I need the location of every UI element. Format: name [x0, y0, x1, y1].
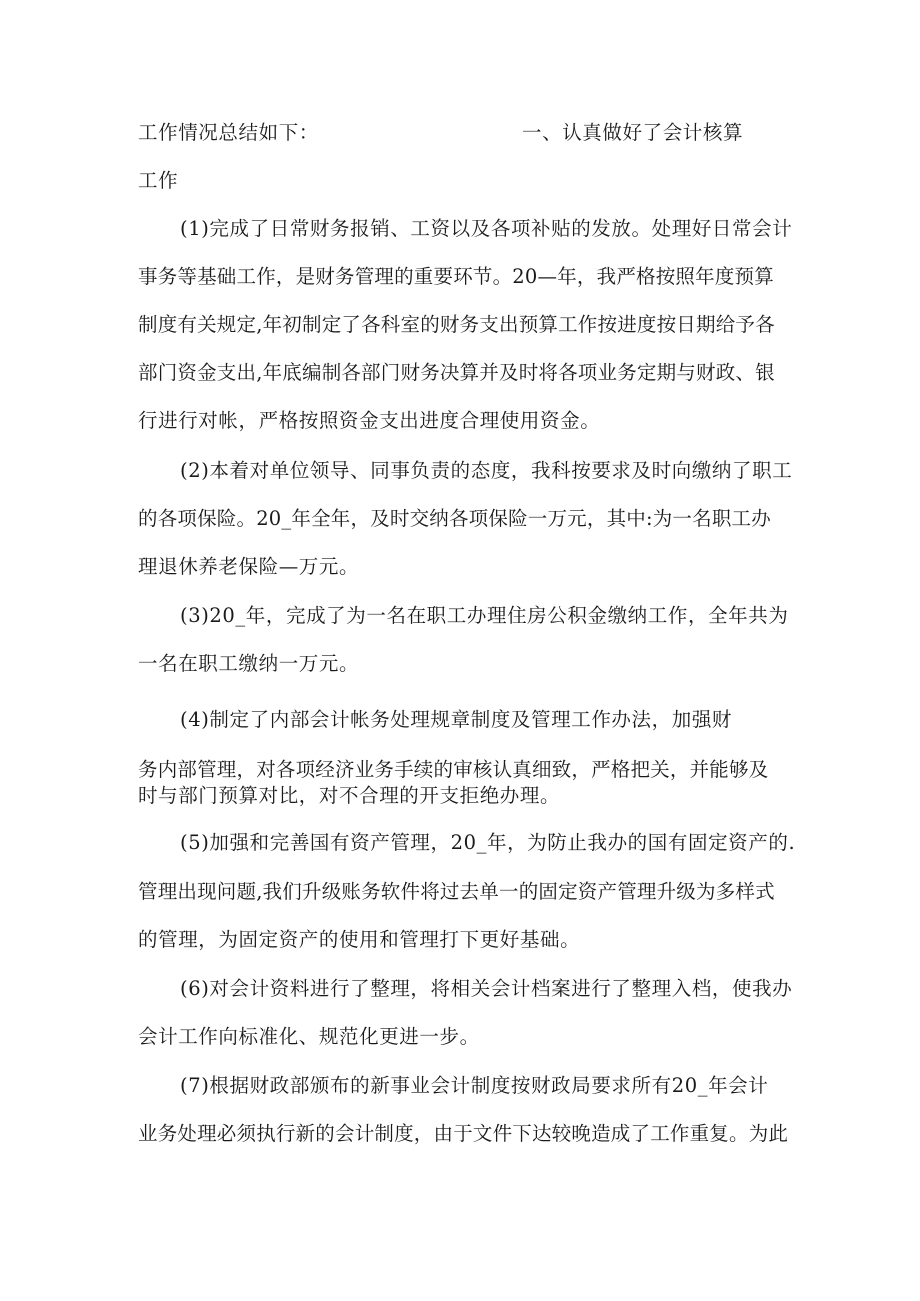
paragraph-line: 的各项保险。20_年全年，及时交纳各项保险一万元，其中:为一名职工办 — [138, 507, 771, 530]
paragraph-line: (5)加强和完善国有资产管理，20_年，为防止我办的国有固定资产的. — [180, 831, 796, 854]
paragraph-line: 的管理，为固定资产的使用和管理打下更好基础。 — [138, 928, 581, 951]
paragraph-line: 务内部管理，对各项经济业务手续的审核认真细致，严格把关，并能够及 — [138, 758, 769, 781]
paragraph-line: (1)完成了日常财务报销、工资以及各项补贴的发放。处理好日常会计 — [180, 217, 793, 240]
paragraph-line: 行进行对帐，严格按照资金支出进度合理使用资金。 — [138, 409, 601, 432]
paragraph-line: (2)本着对单位领导、同事负责的态度，我科按要求及时向缴纳了职工 — [180, 459, 793, 482]
paragraph-line: 事务等基础工作，是财务管理的重要环节。20—年，我严格按照年度预算 — [138, 265, 774, 288]
section-heading-continued: 工作 — [138, 169, 179, 192]
paragraph-line: (4)制定了内部会计帐务处理规章制度及管理工作办法，加强财 — [180, 708, 733, 731]
paragraph-line: 部门资金支出,年底编制各部门财务决算并及时将各项业务定期与财政、银 — [138, 361, 775, 384]
intro-text: 工作情况总结如下： — [138, 121, 319, 144]
paragraph-line: 制度有关规定,年初制定了各科室的财务支出预算工作按进度按日期给予各 — [138, 313, 775, 336]
paragraph-line: 管理出现问题,我们升级账务软件将过去单一的固定资产管理升级为多样式 — [138, 880, 775, 903]
paragraph-line: 会计工作向标准化、规范化更进一步。 — [138, 1025, 480, 1048]
paragraph-line: 时与部门预算对比，对不合理的开支拒绝办理。 — [138, 784, 561, 807]
section-heading: 一、认真做好了会计核算 — [522, 121, 744, 144]
paragraph-line: 一名在职工缴纳一万元。 — [138, 652, 360, 675]
paragraph-line: (3)20_年，完成了为一名在职工办理住房公积金缴纳工作，全年共为 — [180, 604, 789, 627]
paragraph-line: (7)根据财政部颁布的新事业会计制度按财政局要求所有20_年会计 — [180, 1074, 769, 1097]
paragraph-line: (6)对会计资料进行了整理，将相关会计档案进行了整理入档，使我办 — [180, 977, 793, 1000]
paragraph-line: 理退休养老保险—万元。 — [138, 555, 360, 578]
paragraph-line: 业务处理必须执行新的会计制度，由于文件下达较晚造成了工作重复。为此 — [138, 1122, 789, 1145]
